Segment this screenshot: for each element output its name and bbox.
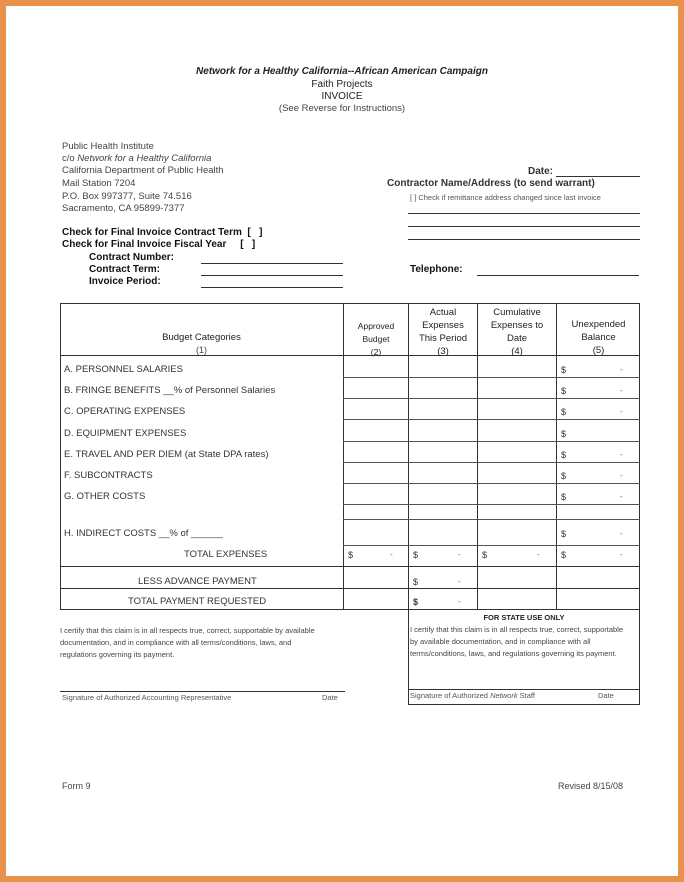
total-expenses-label: TOTAL EXPENSES (184, 549, 268, 560)
state-use-label: FOR STATE USE ONLY (483, 613, 565, 622)
dash-mark: - (620, 529, 623, 538)
certify-right-text: I certify that this claim is in all respects true, correct, supportable by available documentation, and in compliance with all terms/conditions, laws, and regulations governing its payment. (410, 625, 623, 658)
dash-mark: - (620, 365, 623, 374)
currency-sign: $ (348, 550, 354, 560)
row-line (343, 545, 640, 546)
currency-sign: $ (561, 550, 567, 560)
currency-sign: $ (413, 577, 419, 587)
currency-sign: $ (561, 429, 567, 439)
row-line (343, 398, 640, 399)
left-signature-line[interactable] (60, 691, 345, 692)
header-title: Network for a Healthy California--African American Campaign (196, 66, 488, 77)
check-final-term[interactable]: Check for Final Invoice Contract Term [ ] (62, 227, 263, 238)
address-line1: Public Health Institute (62, 141, 154, 152)
total-payment-label: TOTAL PAYMENT REQUESTED (128, 596, 267, 607)
revised-date: Revised 8/15/08 (558, 781, 624, 791)
col-header-cumulative: Cumulative Expenses to Date (4) (490, 307, 544, 357)
row-label-d: D. EQUIPMENT EXPENSES (64, 428, 187, 439)
dash-mark: - (390, 550, 393, 559)
dash-mark: - (458, 550, 461, 559)
address-line5: P.O. Box 997377, Suite 74.516 (62, 191, 192, 202)
row-line (343, 504, 640, 505)
dash-mark: - (620, 492, 623, 501)
date-field[interactable] (556, 176, 640, 177)
currency-sign: $ (561, 365, 567, 375)
certify-left-text: I certify that this claim is in all respects true, correct, supportable by available documentation, and in compliance with all terms/conditions, laws, and regulations governing its payment. (60, 626, 315, 659)
row-line (343, 441, 640, 442)
dash-mark: - (620, 550, 623, 559)
dash-mark: - (620, 407, 623, 416)
currency-sign: $ (561, 386, 567, 396)
row-label-h: H. INDIRECT COSTS __% of ______ (64, 528, 223, 539)
currency-sign: $ (561, 492, 567, 502)
dash-mark: - (537, 550, 540, 559)
address-line3: California Department of Public Health (62, 165, 224, 176)
header-note: (See Reverse for Instructions) (278, 103, 406, 114)
address-line6: Sacramento, CA 95899-7377 (62, 203, 185, 214)
contractor-line-2[interactable] (408, 226, 640, 227)
row-line (343, 419, 640, 420)
right-signature-line[interactable] (408, 689, 640, 690)
row-label-g: G. OTHER COSTS (64, 491, 146, 502)
left-signature-label: Signature of Authorized Accounting Representative (62, 693, 232, 702)
contractor-label: Contractor Name/Address (to send warrant) (387, 178, 595, 189)
currency-sign: $ (561, 471, 567, 481)
left-date-label: Date (322, 693, 338, 702)
contract-number-label: Contract Number: (89, 252, 175, 263)
contract-term-field[interactable] (201, 275, 343, 276)
currency-sign: $ (561, 407, 567, 417)
dash-mark: - (458, 577, 461, 586)
row-line (343, 519, 640, 520)
currency-sign: $ (561, 529, 567, 539)
dash-mark: - (620, 450, 623, 459)
col-header-actual-expenses: Actual Expenses This Period (3) (418, 307, 468, 357)
remit-check[interactable]: [ ] Check if remittance address changed since last invoice (410, 193, 601, 202)
col-header-unexpended: Unexpended Balance (5) (571, 319, 626, 356)
row-label-b: B. FRINGE BENEFITS __% of Personnel Salaries (64, 385, 276, 396)
row-label-a: A. PERSONNEL SALARIES (64, 364, 183, 375)
contractor-line-3[interactable] (408, 239, 640, 240)
currency-sign: $ (482, 550, 488, 560)
dash-mark: - (620, 386, 623, 395)
contractor-line-1[interactable] (408, 213, 640, 214)
row-label-f: F. SUBCONTRACTS (64, 470, 153, 481)
check-final-fiscal[interactable]: Check for Final Invoice Fiscal Year [ ] (62, 239, 256, 250)
right-date-label: Date (598, 691, 614, 700)
col-header-approved-budget: Approved Budget (2) (357, 321, 395, 357)
invoice-period-label: Invoice Period: (89, 276, 161, 287)
telephone-label: Telephone: (410, 264, 463, 275)
date-label: Date: (528, 166, 554, 177)
row-line (343, 377, 640, 378)
row-line (343, 483, 640, 484)
address-line2: c/o Network for a Healthy California (62, 153, 212, 164)
address-line4: Mail Station 7204 (62, 178, 136, 189)
form-number: Form 9 (62, 781, 91, 791)
less-advance-label: LESS ADVANCE PAYMENT (138, 576, 257, 587)
currency-sign: $ (561, 450, 567, 460)
row-label-c: C. OPERATING EXPENSES (64, 406, 186, 417)
contract-number-field[interactable] (201, 263, 343, 264)
row-line (343, 462, 640, 463)
currency-sign: $ (413, 550, 419, 560)
header-doc-type: INVOICE (321, 91, 363, 102)
advance-divider (60, 588, 640, 589)
right-signature-label: Signature of Authorized Network Staff (410, 691, 535, 700)
col-header-budget-categories: Budget Categories (1) (162, 332, 241, 355)
total-divider (60, 566, 640, 567)
telephone-field[interactable] (477, 275, 639, 276)
row-label-e: E. TRAVEL AND PER DIEM (at State DPA rates) (64, 449, 269, 460)
invoice-period-field[interactable] (201, 287, 343, 288)
contract-term-label: Contract Term: (89, 264, 160, 275)
currency-sign: $ (413, 597, 419, 607)
header-subtitle: Faith Projects (311, 79, 373, 90)
dash-mark: - (620, 471, 623, 480)
dash-mark: - (458, 597, 461, 606)
